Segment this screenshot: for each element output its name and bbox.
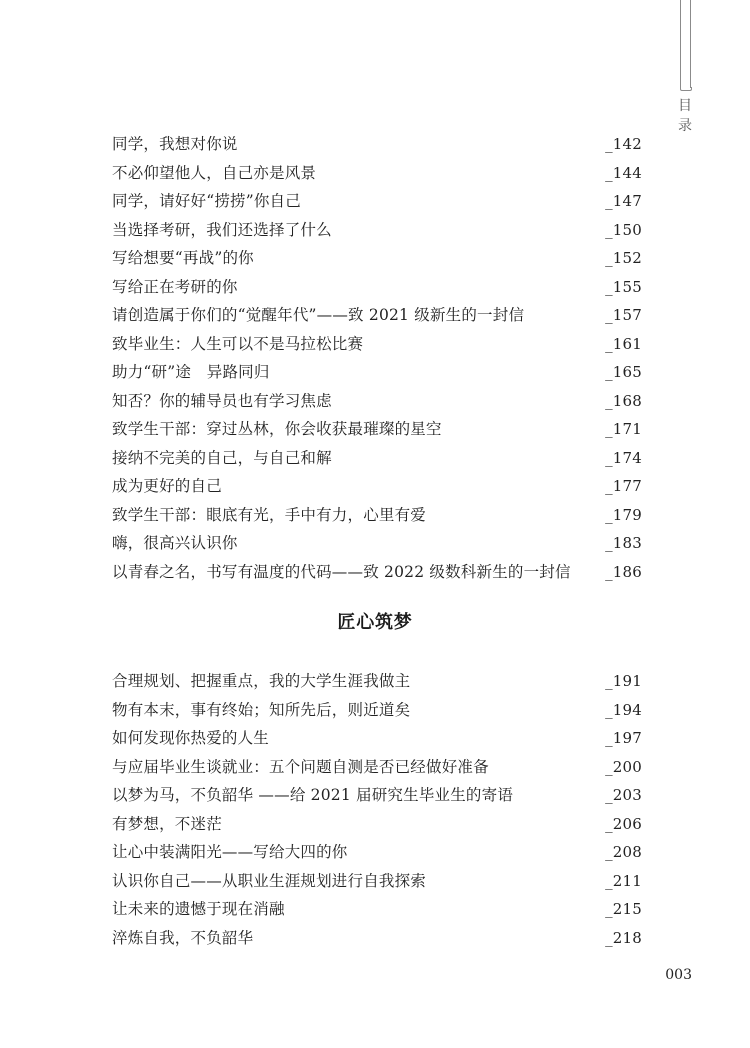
marker-hook xyxy=(680,87,692,91)
toc-entry-page: _183 xyxy=(605,534,642,552)
toc-entry-page: _165 xyxy=(605,363,642,381)
toc-entry-page: _203 xyxy=(605,786,642,804)
toc-entry[interactable] xyxy=(112,244,642,273)
toc-entry-title: 同学，我想对你说 xyxy=(112,135,238,153)
toc-entry[interactable] xyxy=(112,273,642,302)
toc-entry[interactable] xyxy=(112,130,642,159)
toc-entry-page: _211 xyxy=(605,871,642,890)
toc-entry[interactable] xyxy=(112,810,642,839)
toc-entry-title: 嗨，很高兴认识你 xyxy=(112,534,238,552)
toc-entry-title: 如何发现你热爱的人生 xyxy=(112,729,270,747)
toc-entry[interactable] xyxy=(112,444,642,473)
toc-entry-title: 淬炼自我，不负韶华 xyxy=(112,928,254,947)
toc-list-part-2 xyxy=(112,667,642,952)
toc-entry-title: 有梦想，不迷茫 xyxy=(112,814,222,833)
toc-entry-page: _206 xyxy=(605,814,642,833)
toc-entry-title: 以青春之名，书写有温度的代码——致 2022 级数科新生的一封信 xyxy=(112,562,571,581)
toc-entry-title: 致学生干部：眼底有光，手中有力，心里有爱 xyxy=(112,505,427,524)
toc-entry-page: _147 xyxy=(605,192,642,210)
toc-entry-title: 接纳不完美的自己，与自己和解 xyxy=(112,448,332,467)
toc-entry-title: 以梦为马，不负韶华 ——给 2021 届研究生毕业生的寄语 xyxy=(112,786,514,804)
toc-entry[interactable] xyxy=(112,472,642,501)
toc-list-part-1 xyxy=(112,130,642,586)
toc-entry[interactable] xyxy=(112,895,642,924)
toc-entry[interactable] xyxy=(112,159,642,188)
toc-entry[interactable] xyxy=(112,867,642,896)
toc-entry-page: _200 xyxy=(605,757,642,776)
toc-entry-page: _186 xyxy=(605,562,642,581)
toc-entry-title: 认识你自己——从职业生涯规划进行自我探索 xyxy=(112,871,427,890)
marker-right-line xyxy=(690,0,691,88)
toc-entry-title: 写给正在考研的你 xyxy=(112,277,238,296)
toc-entry[interactable] xyxy=(112,187,642,216)
toc-entry-page: _150 xyxy=(605,220,642,239)
toc-entry-title: 成为更好的自己 xyxy=(112,477,222,495)
toc-entry[interactable] xyxy=(112,330,642,359)
toc-entry[interactable] xyxy=(112,529,642,558)
toc-entry-title: 同学，请好好“捞捞”你自己 xyxy=(112,192,301,210)
toc-entry-page: _142 xyxy=(605,135,642,153)
toc-entry[interactable] xyxy=(112,838,642,867)
toc-entry[interactable] xyxy=(112,358,642,387)
toc-entry-page: _191 xyxy=(605,672,642,690)
toc-entry[interactable] xyxy=(112,924,642,953)
toc-entry-page: _215 xyxy=(605,900,642,918)
toc-entry-title: 与应届毕业生谈就业：五个问题自测是否已经做好准备 xyxy=(112,757,489,776)
contents-label xyxy=(676,96,694,136)
toc-entry-title: 请创造属于你们的“觉醒年代”——致 2021 级新生的一封信 xyxy=(112,306,525,324)
toc-entry-page: _168 xyxy=(605,391,642,410)
toc-entry-title: 当选择考研，我们还选择了什么 xyxy=(112,220,332,239)
toc-entry-page: _171 xyxy=(605,420,642,438)
toc-entry-page: _144 xyxy=(605,163,642,182)
toc-entry[interactable] xyxy=(112,753,642,782)
contents-label-char-2: 录 xyxy=(678,118,692,134)
toc-entry[interactable] xyxy=(112,781,642,810)
toc-entry[interactable] xyxy=(112,387,642,416)
toc-entry-page: _177 xyxy=(605,477,642,495)
toc-entry[interactable] xyxy=(112,415,642,444)
toc-entry[interactable] xyxy=(112,216,642,245)
toc-entry-page: _208 xyxy=(605,843,642,861)
toc-entry-page: _197 xyxy=(605,729,642,747)
table-of-contents-side-marker xyxy=(680,0,690,150)
toc-entry-title: 致学生干部：穿过丛林，你会收获最璀璨的星空 xyxy=(112,420,442,438)
toc-entry-title: 助力“研”途 异路同归 xyxy=(112,363,270,381)
toc-entry-page: _161 xyxy=(605,334,642,353)
toc-entry[interactable] xyxy=(112,501,642,530)
toc-entry-page: _179 xyxy=(605,505,642,524)
toc-entry-page: _155 xyxy=(605,277,642,296)
toc-entry[interactable] xyxy=(112,558,642,587)
toc-entry-page: _174 xyxy=(605,448,642,467)
marker-left-line xyxy=(680,0,681,88)
toc-entry-title: 致毕业生：人生可以不是马拉松比赛 xyxy=(112,334,364,353)
section-heading: 匠心筑梦 xyxy=(337,612,413,633)
toc-entry-page: _157 xyxy=(605,306,642,324)
toc-entry[interactable] xyxy=(112,301,642,330)
toc-entry-title: 物有本末，事有终始；知所先后，则近道矣 xyxy=(112,700,411,719)
toc-entry-title: 不必仰望他人，自己亦是风景 xyxy=(112,163,317,182)
contents-label-char-1: 目 xyxy=(678,98,692,114)
toc-entry[interactable] xyxy=(112,696,642,725)
toc-entry-title: 让未来的遗憾于现在消融 xyxy=(112,900,285,918)
toc-entry[interactable] xyxy=(112,667,642,696)
toc-entry-title: 让心中装满阳光——写给大四的你 xyxy=(112,843,348,861)
toc-entry[interactable] xyxy=(112,724,642,753)
toc-entry-title: 写给想要“再战”的你 xyxy=(112,249,254,267)
toc-entry-page: _194 xyxy=(605,700,642,719)
toc-entry-page: _152 xyxy=(605,249,642,267)
toc-entry-title: 合理规划、把握重点，我的大学生涯我做主 xyxy=(112,672,411,690)
toc-entry-page: _218 xyxy=(605,928,642,947)
page-number: 003 xyxy=(665,967,692,983)
toc-entry-title: 知否？你的辅导员也有学习焦虑 xyxy=(112,391,332,410)
